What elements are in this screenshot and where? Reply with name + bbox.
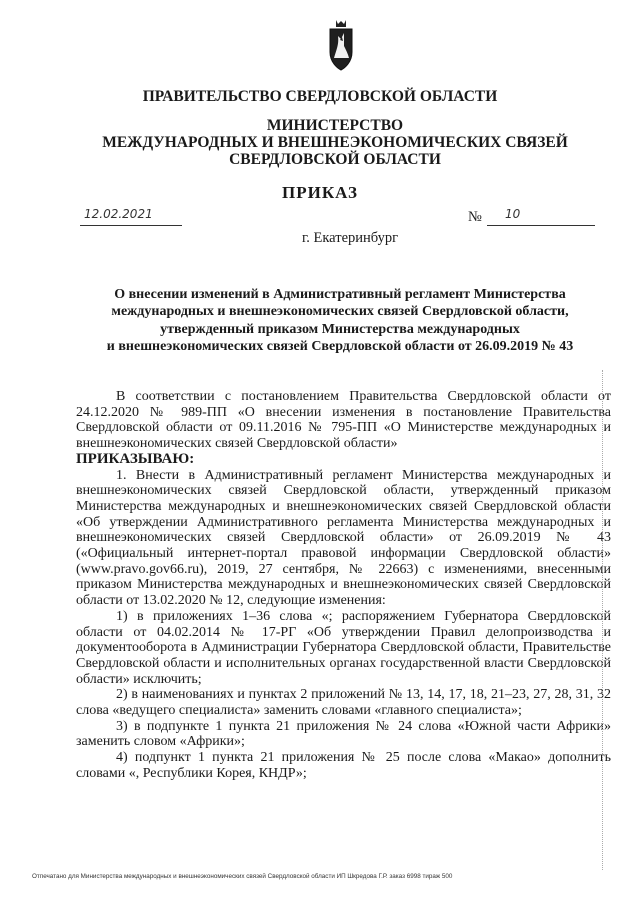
number-field bbox=[487, 207, 595, 226]
ministry-line: СВЕРДЛОВСКОЙ ОБЛАСТИ bbox=[229, 151, 441, 168]
title-line: утвержденный приказом Министерства международных bbox=[160, 321, 520, 337]
title-line: международных и внешнеэкономических связей Свердловской области, bbox=[111, 304, 569, 320]
document-type: ПРИКАЗ bbox=[282, 183, 358, 202]
title-line: О внесении изменений в Административный регламент Министерства bbox=[114, 287, 566, 302]
item-1-paragraph: 1. Внести в Административный регламент Министерства международных и внешнеэкономических связей Свердловской области, утвержденный приказом Министерства международных и внешнеэкономических связей Свердловской области «Об утверждении Административного регламента Министерства международных и внешнеэкономических связей Свердловской области» от 26.09.2019 № 43 («Официальный интернет-портал правовой информации Свердловской области» (www.pravo.gov66.ru), 2019, 27 сентября, № 22663) с изменениями, внесенными приказом Министерства международных и внешнеэкономических связей Свердловской области от 13.02.2020 № 12, следующие изменения: bbox=[76, 467, 611, 609]
coat-of-arms-icon bbox=[327, 18, 355, 72]
government-heading: ПРАВИТЕЛЬСТВО СВЕРДЛОВСКОЙ ОБЛАСТИ bbox=[142, 88, 498, 105]
title-line: и внешнеэкономических связей Свердловской области от 26.09.2019 № 43 bbox=[106, 338, 574, 354]
document-title bbox=[40, 286, 640, 355]
order-word: ПРИКАЗЫВАЮ: bbox=[76, 450, 195, 467]
subitem-4-paragraph: 4) подпункт 1 пункта 21 приложения № 25 после слова «Макао» дополнить словами «, Республики Корея, КНДР»; bbox=[76, 750, 611, 781]
ministry-line: МИНИСТЕРСТВО bbox=[266, 117, 404, 134]
date-field bbox=[80, 207, 182, 226]
subitem-3-paragraph: 3) в подпункте 1 пункта 21 приложения № 24 слова «Южной части Африки» заменить словом «Африки»; bbox=[76, 718, 611, 750]
ministry-line: МЕЖДУНАРОДНЫХ И ВНЕШНЕЭКОНОМИЧЕСКИХ СВЯЗЕЙ bbox=[102, 134, 568, 151]
number-value: 10 bbox=[505, 207, 521, 221]
subitem-2-paragraph: 2) в наименованиях и пунктах 2 приложений № 13, 14, 17, 18, 21–23, 27, 28, 31, 32 слова «ведущего специалиста» заменить словами «главного специалиста»; bbox=[76, 687, 611, 719]
ministry-heading bbox=[30, 117, 640, 168]
city: г. Екатеринбург bbox=[301, 230, 399, 246]
number-label: № bbox=[468, 209, 482, 225]
date-value: 12.02.2021 bbox=[84, 207, 153, 221]
print-footer: Отпечатано для Министерства международных и внешнеэкономических связей Свердловской области ИП Шкредова Г.Р. заказ 6998 тираж 500 bbox=[32, 873, 453, 880]
document-body bbox=[76, 389, 611, 782]
scan-edge-divider bbox=[602, 370, 604, 870]
preamble-paragraph: В соответствии с постановлением Правительства Свердловской области от 24.12.2020 № 989-ПП «О внесении изменения в постановление Правительства Свердловской области от 09.11.2016 № 795-ПП «О Министерстве международных и внешнеэкономических связей Свердловской области» bbox=[76, 389, 611, 452]
subitem-1-paragraph: 1) в приложениях 1–36 слова «; распоряжением Губернатора Свердловской области от 04.02.2014 № 17-РГ «Об утверждении Правил делопроизводства и документооборота в Администрации Губернатора Свердловской области, Правительстве Свердловской области и исполнительных органах государственной власти Свердловской области» исключить; bbox=[76, 608, 611, 687]
